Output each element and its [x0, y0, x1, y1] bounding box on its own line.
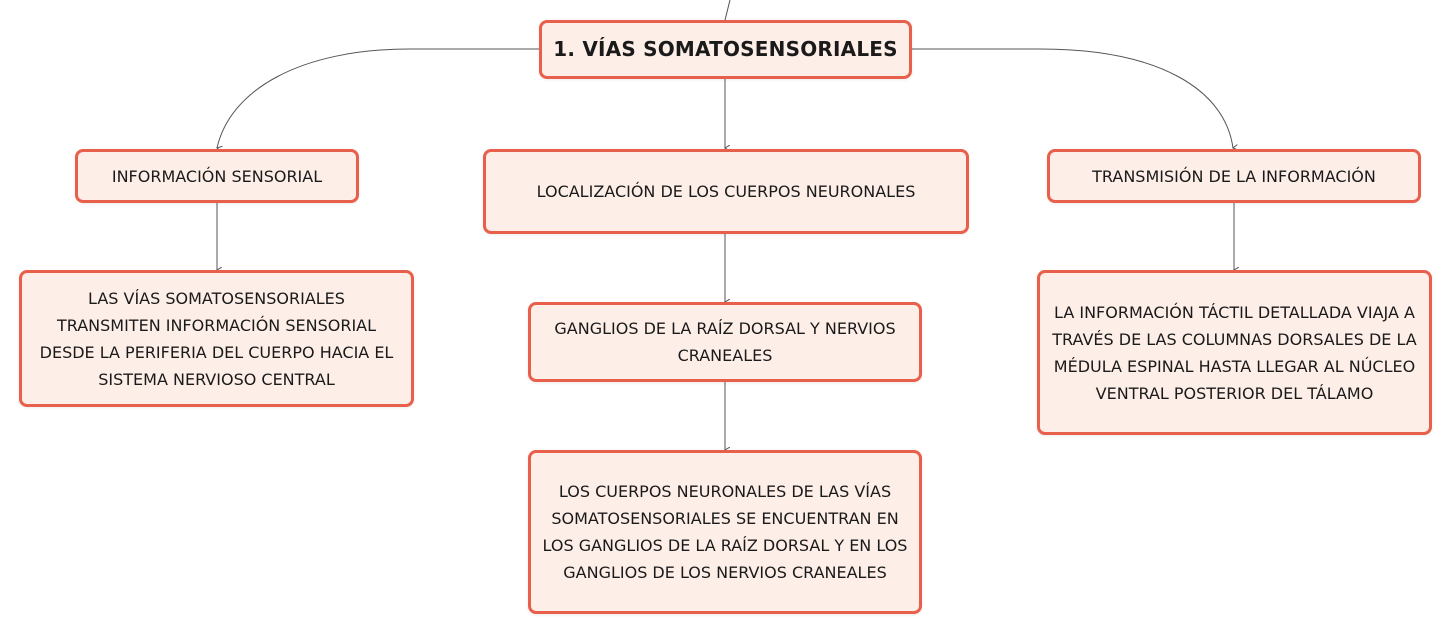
- branch-label-informacion-sensorial: INFORMACIÓN SENSORIAL: [111, 166, 323, 186]
- branch-label-localizacion: LOCALIZACIÓN DE LOS CUERPOS NEURONALES: [536, 182, 916, 201]
- detail-node-transmision[interactable]: [1037, 270, 1432, 435]
- detail-node-cuerpos-neuronales[interactable]: [528, 450, 922, 614]
- detail-text-informacion-sensorial: LAS VÍAS SOMATOSENSORIALES TRANSMITEN INFORMACIÓN SENSORIAL DESDE LA PERIFERIA DEL CUERPO HACIA EL SISTEMA NERVIOSO CENTRAL: [39, 288, 394, 389]
- root-node-label: 1. VÍAS SOMATOSENSORIALES: [553, 37, 898, 61]
- branch-node-localizacion[interactable]: [483, 149, 969, 234]
- branch-label-transmision: TRANSMISIÓN DE LA INFORMACIÓN: [1092, 166, 1376, 186]
- detail-node-informacion-sensorial[interactable]: [19, 270, 414, 407]
- connector-root-to-left: [217, 49, 540, 148]
- sub-node-ganglios[interactable]: [528, 302, 922, 382]
- root-node[interactable]: [539, 20, 912, 79]
- detail-text-transmision: LA INFORMACIÓN TÁCTIL DETALLADA VIAJA A TRAVÉS DE LAS COLUMNAS DORSALES DE LA MÉDULA ESPINAL HASTA LLEGAR AL NÚCLEO VENTRAL POSTERIOR DEL TÁLAMO: [1052, 302, 1417, 403]
- connector-root-to-right: [911, 49, 1233, 148]
- detail-text-cuerpos-neuronales: LOS CUERPOS NEURONALES DE LAS VÍAS SOMATOSENSORIALES SE ENCUENTRAN EN LOS GANGLIOS DE LA RAÍZ DORSAL Y EN LOS GANGLIOS DE LOS NERVIOS CRANEALES: [542, 482, 908, 582]
- branch-node-informacion-sensorial[interactable]: [75, 149, 359, 203]
- sub-label-ganglios: GANGLIOS DE LA RAÍZ DORSAL Y NERVIOS CRANEALES: [554, 319, 896, 365]
- branch-node-transmision[interactable]: [1047, 149, 1421, 203]
- connector-parent-to-root: [725, 0, 730, 20]
